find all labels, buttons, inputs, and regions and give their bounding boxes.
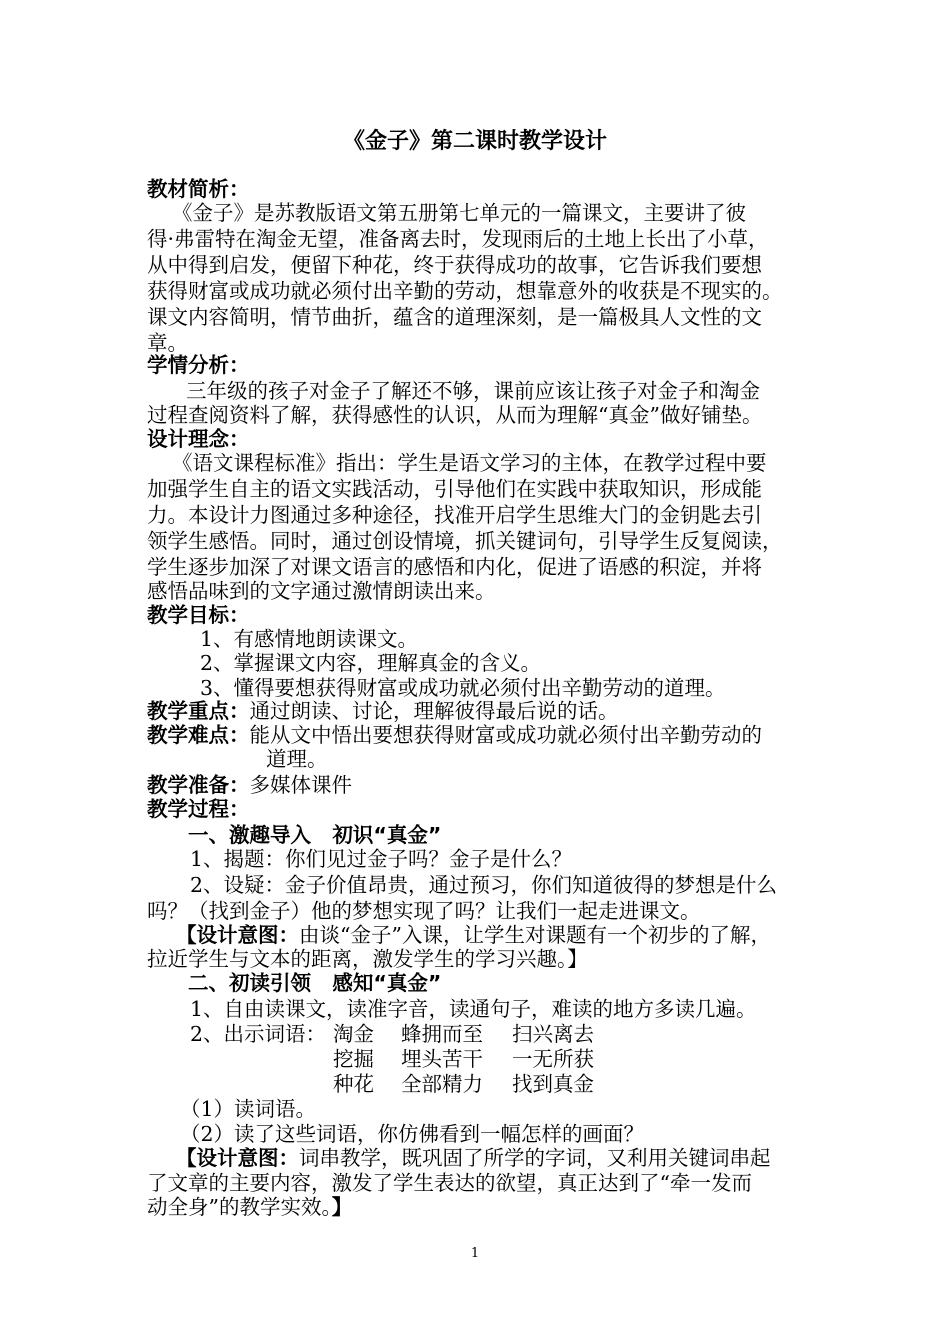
prep-label: 教学准备： (147, 773, 250, 797)
design-intent-line: 拉近学生与文本的距离，激发学生的学习兴趣。】 (147, 947, 588, 971)
difficulty-text-cont: 道理。 (266, 747, 328, 771)
paragraph-line: 加强学生自主的语文实践活动，引导他们在实践中获取知识，形成能 (147, 477, 762, 501)
section-heading-textbook-analysis: 教材简析： (147, 177, 250, 201)
goal-item: 3、懂得要想获得财富或成功就必须付出辛勤劳动的道理。 (200, 676, 726, 700)
paragraph-line: 1、揭题：你们见过金子吗？金子是什么？ (190, 847, 573, 871)
design-intent-text: 由谈“金子”入课，让学生对课题有一个初步的了解， (299, 923, 771, 947)
paragraph-line: 章。 (147, 331, 188, 355)
word-cell: 扫兴离去 (512, 1022, 594, 1046)
word-cell: 淘金 (333, 1022, 374, 1046)
prep-line (147, 772, 352, 798)
paragraph-line: 吗？（找到金子）他的梦想实现了吗？让我们一起走进课文。 (147, 899, 701, 923)
paragraph-line: 学生逐步加深了对课文语言的感悟和内化，促进了语感的积淀，并将 (147, 555, 762, 579)
word-cell: 埋头苦干 (401, 1047, 483, 1071)
process-step-heading: 一、激趣导入 初识“真金” (188, 823, 442, 847)
difficulty-label: 教学难点： (147, 723, 250, 747)
goal-item: 1、有感情地朗读课文。 (200, 627, 419, 651)
difficulty-text: 能从文中悟出要想获得财富或成功就必须付出辛勤劳动的 (249, 723, 762, 747)
prep-text: 多媒体课件 (249, 773, 352, 797)
paragraph-line: 《语文课程标准》指出：学生是语文学习的主体，在教学过程中要 (172, 451, 767, 475)
difficulty-line (147, 722, 762, 748)
paragraph-line: 从中得到启发，便留下种花，终于获得成功的故事，它告诉我们要想 (147, 253, 762, 277)
section-heading-design-concept: 设计理念： (147, 427, 250, 451)
key-point-text: 通过朗读、讨论，理解彼得最后说的话。 (249, 699, 619, 723)
word-cell: 挖掘 (333, 1047, 374, 1071)
word-cell: 找到真金 (512, 1072, 594, 1096)
paragraph-line: 力。本设计力图通过多种途径，找准开启学生思维大门的金钥匙去引 (147, 503, 762, 527)
question-item: （1）读词语。 (180, 1097, 317, 1121)
design-intent-line (176, 922, 771, 948)
key-point-line (147, 698, 619, 724)
design-intent-label: 【设计意图： (176, 1146, 299, 1170)
design-intent-text: 词串教学，既巩固了所学的字词，又利用关键词串起 (299, 1146, 771, 1170)
page-title: 《金子》第二课时教学设计 (342, 129, 607, 154)
design-intent-label: 【设计意图： (176, 923, 299, 947)
word-cell: 全部精力 (401, 1072, 483, 1096)
goal-item: 2、掌握课文内容，理解真金的含义。 (200, 651, 542, 675)
key-point-label: 教学重点： (147, 699, 250, 723)
design-intent-line (147, 1194, 352, 1220)
design-intent-line (176, 1145, 771, 1171)
design-intent-text: 动全身”的教学实效。 (147, 1195, 332, 1219)
paragraph-line: 课文内容简明，情节曲折，蕴含的道理深刻，是一篇极具人文性的文 (147, 305, 762, 329)
page-number: 1 (470, 1246, 480, 1261)
question-item: （2）读了这些词语，你仿佛看到一幅怎样的画面？ (180, 1122, 645, 1146)
design-intent-line: 了文章的主要内容，激发了学生表达的欲望，真正达到了“牵一发而 (147, 1171, 752, 1195)
paragraph-line: 1、自由读课文，读准字音，读通句子，难读的地方多读几遍。 (190, 997, 757, 1021)
paragraph-line: 领学生感悟。同时，通过创设情境，抓关键词句，引导学生反复阅读， (147, 529, 783, 553)
word-cell: 一无所获 (512, 1047, 594, 1071)
paragraph-line: 过程查阅资料了解，获得感性的认识，从而为理解“真金”做好铺垫。 (147, 403, 763, 427)
process-step-heading: 二、初读引领 感知“真金” (188, 971, 442, 995)
paragraph-line: 得·弗雷特在淘金无望，准备离去时，发现雨后的土地上长出了小草， (147, 227, 769, 251)
design-intent-close: 】 (331, 1195, 353, 1219)
word-cell: 种花 (333, 1072, 374, 1096)
section-heading-teaching-process: 教学过程： (147, 797, 250, 821)
paragraph-line: 获得财富或成功就必须付出辛勤的劳动，想靠意外的收获是不现实的。 (147, 279, 783, 303)
words-label: 2、出示词语： (190, 1022, 327, 1046)
paragraph-line: 三年级的孩子对金子了解还不够，课前应该让孩子对金子和淘金 (186, 379, 760, 403)
section-heading-learner-analysis: 学情分析： (147, 353, 250, 377)
paragraph-line: 感悟品味到的文字通过激情朗读出来。 (147, 579, 496, 603)
paragraph-line: 《金子》是苏教版语文第五册第七单元的一篇课文，主要讲了彼 (172, 201, 746, 225)
section-heading-teaching-goals: 教学目标： (147, 603, 250, 627)
paragraph-line: 2、设疑：金子价值昂贵，通过预习，你们知道彼得的梦想是什么 (190, 873, 778, 897)
word-cell: 蜂拥而至 (401, 1022, 483, 1046)
